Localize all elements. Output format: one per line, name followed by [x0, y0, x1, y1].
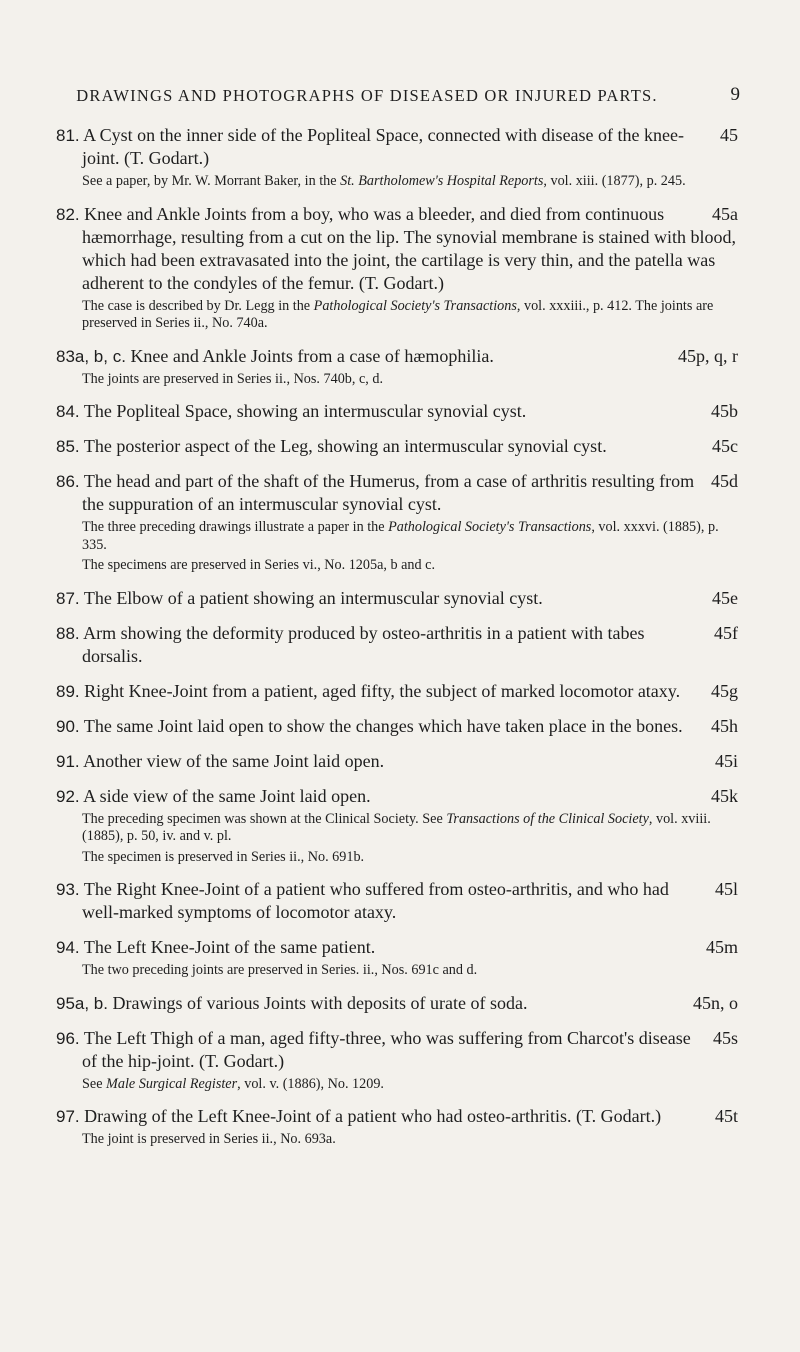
entry-main-text [56, 1105, 738, 1128]
note-italic-title: Male Surgical Register [106, 1075, 238, 1092]
entry-main-text [56, 715, 738, 738]
note-text: , vol. xviii. (1885), p. 50, iv. and v. pl. [82, 810, 711, 844]
entry-description: Right Knee-Joint from a patient, aged fifty, the subject of marked locomotor ataxy. [84, 680, 681, 701]
entry-main-text [56, 680, 738, 703]
entry-description: Arm showing the deformity produced by osteo-arthritis in a patient with tabes dorsalis. [82, 622, 645, 666]
entry-number: 86. [56, 472, 80, 491]
entry-plate-ref: 45m [705, 937, 738, 957]
entry-description: Another view of the same Joint laid open. [83, 750, 385, 771]
entry-description: A Cyst on the inner side of the Popliteal Space, connected with disease of the knee-joint. (T. Godart.) [82, 125, 684, 168]
catalogue-entry [56, 622, 738, 668]
entry-number: 82. [56, 204, 80, 224]
note-text: The joint is preserved in Series ii., No. 693a. [82, 1131, 336, 1147]
note-italic-title: St. Bartholomew's Hospital Reports [340, 173, 544, 189]
entry-main-text [56, 400, 738, 423]
entry-main-text [56, 587, 738, 610]
entry-note [56, 1131, 738, 1149]
entry-main-text [56, 785, 738, 808]
entry-description: The Elbow of a patient showing an intermuscular synovial cyst. [83, 587, 543, 608]
note-italic-title: Pathological Society's Transactions [388, 519, 592, 535]
note-text: , vol. v. (1886), No. 1209. [237, 1075, 384, 1092]
page-header-title: DRAWINGS AND PHOTOGRAPHS OF DISEASED OR INJURED PARTS. [76, 86, 658, 105]
entry-number: 97. [56, 1107, 80, 1126]
note-text: The preceding specimen was shown at the Clinical Society. See [82, 810, 447, 827]
entry-description: The posterior aspect of the Leg, showing an intermuscular synovial cyst. [83, 436, 607, 456]
entry-number: 81. [56, 126, 80, 145]
entry-plate-ref: 45d [711, 471, 738, 491]
entry-main-text [56, 435, 738, 458]
entry-number: 93. [56, 880, 80, 899]
catalogue-entry [56, 878, 738, 924]
entry-number: 88. [56, 623, 80, 643]
running-head [34, 86, 740, 116]
note-text: See [82, 1075, 107, 1092]
page-number: 9 [730, 84, 740, 105]
entry-description: Drawing of the Left Knee-Joint of a patient who had osteo-arthritis. (T. Godart.) [84, 1106, 662, 1126]
entry-number: 89. [56, 681, 80, 701]
entry-number: 94. [56, 938, 80, 957]
entry-main-text [56, 992, 738, 1015]
catalogue-entry [56, 750, 738, 773]
entry-plate-ref: 45e [712, 587, 738, 608]
entry-plate-ref: 45t [714, 1106, 738, 1126]
note-text: , vol. xxxiii., p. 412. The joints are preserved in Series ii., No. 740a. [82, 297, 714, 331]
note-text: The three preceding drawings illustrate a paper in the [82, 519, 389, 535]
entry-description: The Popliteal Space, showing an intermuscular synovial cyst. [83, 401, 527, 421]
entry-main-text [56, 203, 738, 295]
catalogue-entry [56, 203, 738, 333]
entry-plate-ref: 45 [720, 125, 738, 145]
entry-plate-ref: 45n, o [693, 992, 738, 1013]
entry-description: Drawings of various Joints with deposits of urate of soda. [112, 992, 528, 1013]
note-text: , vol. xiii. (1877), p. 245. [543, 173, 686, 189]
entry-plate-ref: 45i [714, 750, 738, 771]
catalogue-entry [56, 587, 738, 610]
note-italic-title: Transactions of the Clinical Society [446, 810, 649, 827]
entry-description: The same Joint laid open to show the changes which have taken place in the bones. [83, 715, 683, 736]
note-italic-title: Pathological Society's Transactions [313, 297, 517, 314]
entry-main-text [56, 470, 738, 516]
entry-number: 84. [56, 402, 80, 421]
catalogue-entry [56, 680, 738, 703]
entry-description: The Left Knee-Joint of the same patient. [83, 937, 376, 957]
catalogue-entry [56, 1027, 738, 1094]
note-text: The case is described by Dr. Legg in the [82, 297, 314, 314]
note-text: The specimens are preserved in Series vi., No. 1205a, b and c. [82, 557, 435, 573]
note-text: , vol. xxxvi. (1885), p. 335. [82, 519, 719, 553]
catalogue-entry [56, 715, 738, 738]
entry-note [56, 371, 738, 389]
entry-description: The Right Knee-Joint of a patient who suffered from osteo-arthritis, and who had well-marked symptoms of locomotor ataxy. [82, 879, 669, 922]
note-text: The joints are preserved in Series ii., Nos. 740b, c, d. [82, 370, 384, 387]
entry-plate-ref: 45f [714, 622, 738, 643]
note-text: The specimen is preserved in Series ii., No. 691b. [82, 848, 365, 865]
entry-plate-ref: 45h [711, 715, 738, 736]
catalogue-entry [56, 785, 738, 867]
entry-note [56, 519, 738, 554]
entry-description: Knee and Ankle Joints from a case of hæmophilia. [130, 345, 494, 366]
catalogue-entry [56, 345, 738, 389]
entry-note [56, 298, 738, 333]
entry-number: 92. [56, 786, 80, 806]
entry-plate-ref: 45b [711, 401, 738, 421]
catalogue-entry [56, 400, 738, 423]
catalogue-entry [56, 1105, 738, 1149]
entry-note [56, 849, 738, 867]
entry-note [56, 962, 738, 980]
entry-main-text [56, 878, 738, 924]
entry-plate-ref: 45g [711, 680, 738, 701]
entry-plate-ref: 45s [712, 1027, 738, 1048]
entry-description: A side view of the same Joint laid open. [83, 785, 371, 806]
entry-number: 83a, b, c. [56, 346, 126, 366]
entry-description: The head and part of the shaft of the Humerus, from a case of arthritis resulting from the suppuration of an intermuscular synovial cyst. [82, 471, 695, 514]
entry-plate-ref: 45c [712, 436, 738, 456]
catalogue-entries [56, 124, 738, 1161]
entry-main-text [56, 1027, 738, 1073]
entry-number: 95a, b. [56, 993, 108, 1013]
note-text: The two preceding joints are preserved in Series. ii., Nos. 691c and d. [82, 962, 478, 978]
entry-plate-ref: 45p, q, r [678, 345, 738, 366]
catalogue-entry [56, 936, 738, 980]
entry-number: 91. [56, 751, 80, 771]
entry-note [56, 173, 738, 191]
entry-number: 96. [56, 1028, 80, 1048]
entry-plate-ref: 45a [712, 203, 738, 224]
entry-main-text [56, 124, 738, 170]
catalogue-entry [56, 992, 738, 1015]
catalogue-entry [56, 124, 738, 191]
entry-plate-ref: 45k [711, 785, 738, 806]
catalogue-entry [56, 470, 738, 575]
entry-main-text [56, 750, 738, 773]
entry-note [56, 1076, 738, 1094]
entry-description: Knee and Ankle Joints from a boy, who was a bleeder, and died from continuous hæmorrhage, resulting from a cut on the lip. The synovial membrane is stained with blood, which had been extravasated into the joint, the cartilage is very thin, and the patella was adherent to the condyles of the femur. (T. Godart.) [82, 203, 737, 293]
entry-note [56, 811, 738, 846]
catalogue-entry [56, 435, 738, 458]
entry-plate-ref: 45l [714, 879, 738, 899]
entry-number: 85. [56, 437, 80, 456]
entry-main-text [56, 622, 738, 668]
entry-main-text [56, 345, 738, 368]
entry-note [56, 557, 738, 575]
entry-number: 87. [56, 588, 80, 608]
entry-number: 90. [56, 716, 80, 736]
entry-description: The Left Thigh of a man, aged fifty-three, who was suffering from Charcot's disease of the hip-joint. (T. Godart.) [82, 1027, 691, 1071]
note-text: See a paper, by Mr. W. Morrant Baker, in the [82, 173, 341, 189]
entry-main-text [56, 936, 738, 959]
